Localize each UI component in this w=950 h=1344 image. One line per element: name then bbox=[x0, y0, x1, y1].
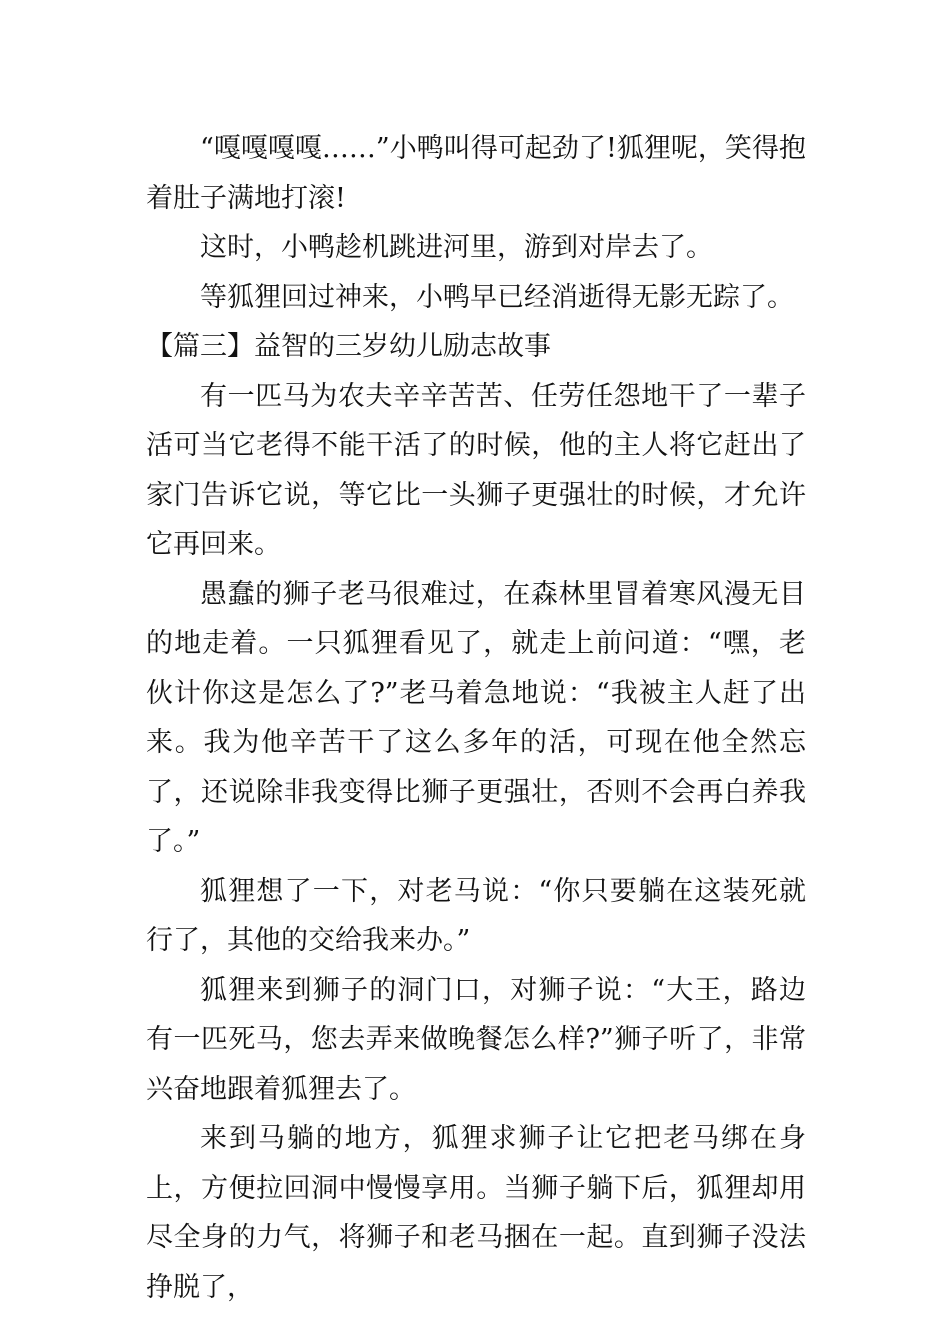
document-body bbox=[146, 124, 806, 1312]
paragraph-fox-meets-horse: 愚蠢的狮子老马很难过，在森林里冒着寒风漫无目的地走着。一只狐狸看见了，就走上前问道：“嘿，老伙计你这是怎么了?”老马着急地说：“我被主人赶了出来。我为他辛苦干了这么多年的活，可现在他全然忘了，还说除非我变得比狮子更强壮，否则不会再白养我了。” bbox=[146, 578, 806, 857]
section-heading: 【篇三】益智的三岁幼儿励志故事 bbox=[146, 331, 551, 362]
paragraph-horse-dismissed: 有一匹马为农夫辛辛苦苦、任劳任怨地干了一辈子活可当它老得不能干活了的时候，他的主人将它赶出了家门告诉它说，等它比一头狮子更强壮的时候，才允许它再回来。 bbox=[146, 380, 806, 560]
paragraph-lion-tied: 来到马躺的地方，狐狸求狮子让它把老马绑在身上，方便拉回洞中慢慢享用。当狮子躺下后，狐狸却用尽全身的力气，将狮子和老马捆在一起。直到狮子没法挣脱了， bbox=[146, 1123, 806, 1303]
paragraph-fox-visits-lion: 狐狸来到狮子的洞门口，对狮子说：“大王，路边有一匹死马，您去弄来做晚餐怎么样?”狮子听了，非常兴奋地跟着狐狸去了。 bbox=[146, 974, 806, 1105]
paragraph-duck-escapes: 这时，小鸭趁机跳进河里，游到对岸去了。 bbox=[200, 232, 713, 263]
paragraph-fox-plan: 狐狸想了一下，对老马说：“你只要躺在这装死就行了，其他的交给我来办。” bbox=[146, 875, 806, 956]
paragraph-duck-vanished: 等狐狸回过神来，小鸭早已经消逝得无影无踪了。 bbox=[200, 281, 794, 313]
paragraph-duck-laughing: “嘎嘎嘎嘎……”小鸭叫得可起劲了!狐狸呢，笑得抱着肚子满地打滚! bbox=[146, 133, 806, 214]
